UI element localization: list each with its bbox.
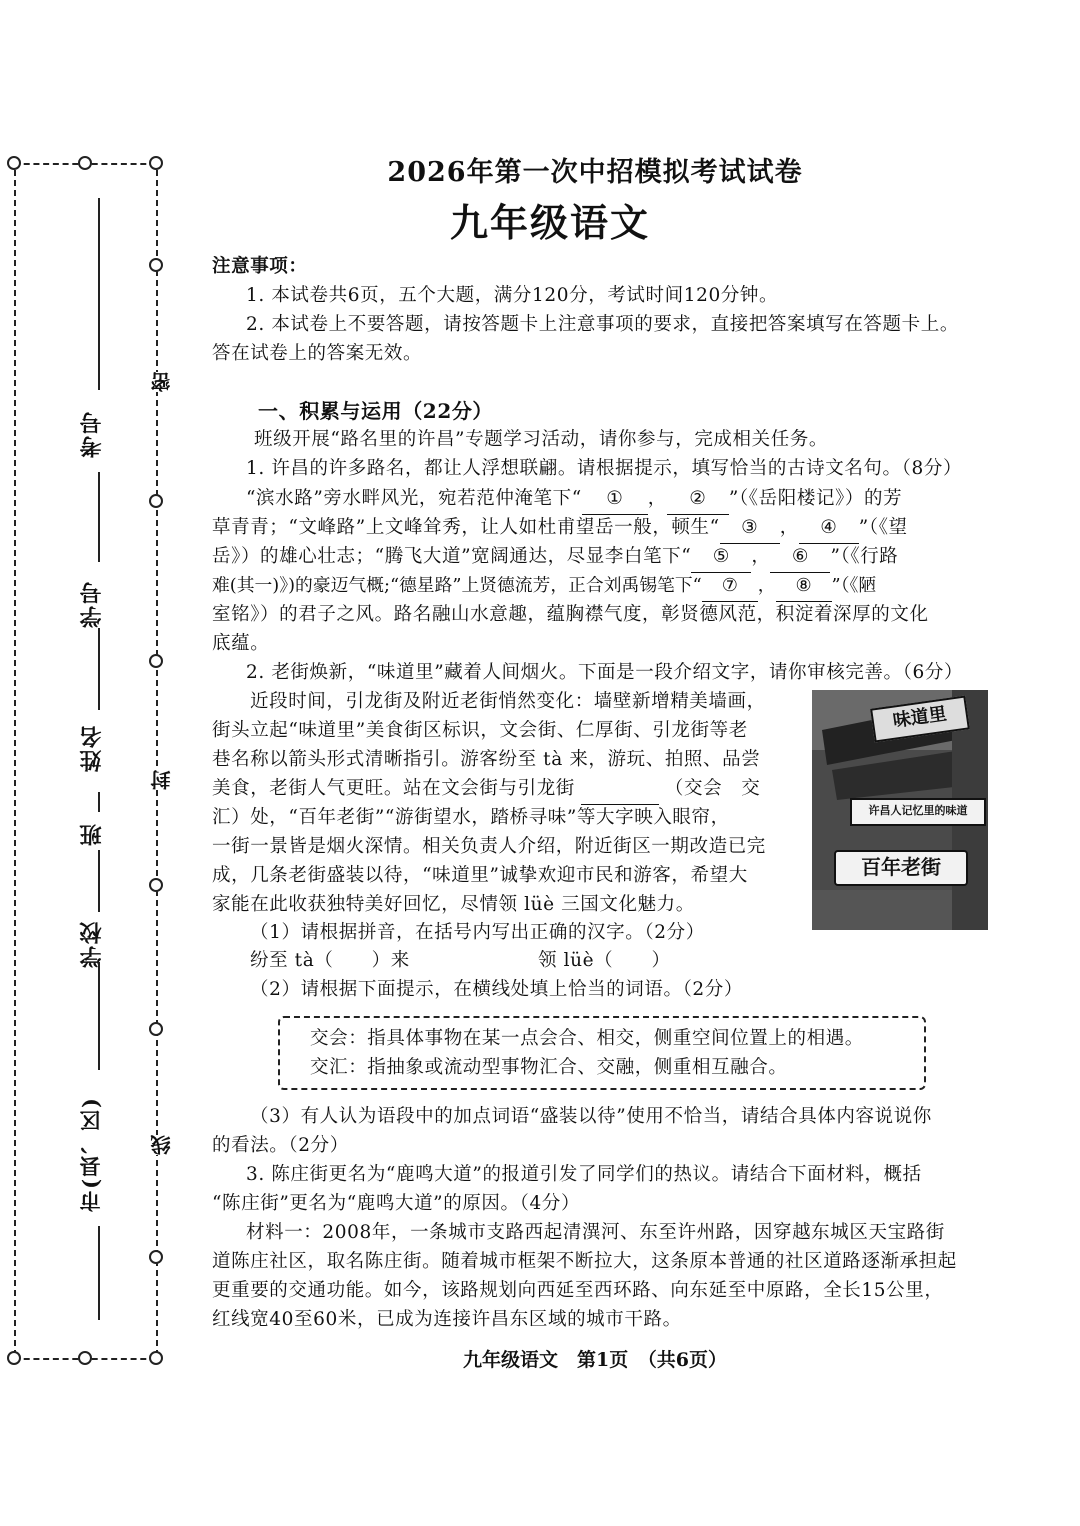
q2-sub3: （3）有人认为语段中的加点词语“盛装以待”使用不恰当，请结合具体内容说说你 xyxy=(250,1106,932,1127)
q2-sub1: （1）请根据拼音，在括号内写出正确的汉字。（2分） xyxy=(250,922,705,943)
binding-hole xyxy=(149,1022,163,1036)
notes-item-1: 1. 本试卷共6页，五个大题，满分120分，考试时间120分钟。 xyxy=(246,285,779,306)
q2-sub1-b: 领 lüè（ ） xyxy=(538,950,671,971)
q1-sep: ， xyxy=(779,517,799,538)
q2-passage-line: 家能在此收获独特美好回忆，尽情领 lüè 三国文化魅力。 xyxy=(212,894,695,915)
city-label: 市(县、区) xyxy=(78,1096,103,1212)
q3-material-line: 材料一：2008年，一条城市支路西起清潩河、东至许州路，因穿越东城区天宝路街 xyxy=(246,1222,945,1243)
q2-passage-line: 一街一景皆是烟火深情。相关负责人介绍，附近街区一期改造已完 xyxy=(212,836,766,857)
q1-text: ”（《望 xyxy=(858,517,908,538)
q1-line-1 xyxy=(246,484,902,515)
q2-prompt: 2. 老街焕新，“味道里”藏着人间烟火。下面是一段介绍文字，请你审核完善。（6分） xyxy=(246,662,964,683)
q1-text: ”（《行路 xyxy=(830,546,899,567)
student-id-line[interactable] xyxy=(98,472,100,562)
q3-prompt: 3. 陈庄街更名为“鹿鸣大道”的报道引发了同学们的热议。请结合下面材料，概括 xyxy=(246,1164,922,1185)
q1-text: ”（《岳阳楼记》）的芳 xyxy=(728,488,903,509)
cut-word-mi: 密 xyxy=(147,372,176,392)
street-sign-photo xyxy=(812,690,988,930)
q1-sep: ， xyxy=(751,546,771,567)
q2-passage-line xyxy=(212,774,760,805)
q1-text: “滨水路”旁水畔风光，宛若范仲淹笔下“ xyxy=(246,488,582,509)
q1-text: 岳》）的雄心壮志；“腾飞大道”宽阔通达，尽显李白笔下“ xyxy=(212,546,692,567)
q3-material-line: 红线宽40至60米，已成为连接许昌东区域的城市干路。 xyxy=(212,1309,682,1330)
q1-text: 草青青；“文峰路”上文峰耸秀，让人如杜甫望岳一般，顿生“ xyxy=(212,517,720,538)
q1-line-3 xyxy=(212,542,898,573)
q2-sub3-cont: 的看法。（2分） xyxy=(212,1135,349,1156)
q2-passage-line: 成，几条老街盛装以待，“味道里”诚挚欢迎市民和游客，希望大 xyxy=(212,865,748,886)
sign-bottom: 百年老街 xyxy=(834,850,968,886)
class-line[interactable] xyxy=(98,792,100,812)
exam-number-label: 考号 xyxy=(79,410,105,458)
q1-line-4 xyxy=(212,571,876,602)
binding-hole xyxy=(149,494,163,508)
blank-8[interactable]: ⑧ xyxy=(776,571,832,602)
notes-item-2: 2. 本试卷上不要答题，请按答题卡上注意事项的要求，直接把答案填写在答题卡上。 xyxy=(246,314,959,335)
q1-line-6: 底蕴。 xyxy=(212,633,270,654)
section-intro: 班级开展“路名里的许昌”专题学习活动，请你参与，完成相关任务。 xyxy=(254,429,829,450)
blank-6[interactable]: ⑥ xyxy=(770,542,830,573)
q3-prompt-cont: “陈庄街”更名为“鹿鸣大道”的原因。（4分） xyxy=(212,1193,581,1214)
sign-mid: 许昌人记忆里的味道 xyxy=(850,798,986,826)
cut-word-feng: 封 xyxy=(147,770,176,790)
city-line[interactable] xyxy=(98,962,100,1070)
q2-choice: （交会 交 xyxy=(664,778,761,799)
blank-5[interactable]: ⑤ xyxy=(691,542,751,573)
school-label: 学校 xyxy=(79,920,105,968)
binding-cut-line xyxy=(156,170,158,1356)
definition-line-2: 交汇：指抽象或流动型事物汇合、交融，侧重相互融合。 xyxy=(310,1057,788,1078)
section-heading: 一、积累与运用（22分） xyxy=(258,399,494,423)
q2-passage-line: 汇）处，“百年老街”“游街望水，踏桥寻味”等大字映入眼帘， xyxy=(212,807,730,828)
definition-line-1: 交会：指具体事物在某一点会合、相交，侧重空间位置上的相遇。 xyxy=(310,1028,864,1049)
blank-2[interactable]: ② xyxy=(667,484,729,515)
school-line[interactable] xyxy=(98,850,100,912)
q3-material-line: 道陈庄社区，取名陈庄街。随着城市框架不断拉大，这条原本普通的社区道路逐渐承担起 xyxy=(212,1251,957,1272)
binding-hole xyxy=(149,1250,163,1264)
class-label: 班 xyxy=(79,822,105,846)
q2-sub1-a: 纷至 tà（ ）来 xyxy=(250,950,410,971)
q1-text: 难(其一)》)的豪迈气概;“德星路”上贤德流芳，正合刘禹锡笔下“ xyxy=(212,575,702,596)
blank-4[interactable]: ④ xyxy=(799,513,859,544)
q2-text: 美食，老街人气更旺。站在文会街与引龙街 xyxy=(212,778,575,799)
page-footer: 九年级语文 第1页 （共6页） xyxy=(463,1349,727,1371)
name-label: 姓名 xyxy=(79,724,105,772)
q1-sep: ， xyxy=(757,575,776,596)
exam-title: 2026年第一次中招模拟考试试卷 xyxy=(387,157,803,188)
binding-hole xyxy=(149,878,163,892)
q1-line-2 xyxy=(212,513,908,544)
binding-hole xyxy=(149,654,163,668)
q1-sep: ， xyxy=(647,488,667,509)
binding-hole xyxy=(149,258,163,272)
q1-prompt: 1. 许昌的许多路名，都让人浮想联翩。请根据提示，填写恰当的古诗文名句。（8分） xyxy=(246,458,963,479)
blank-7[interactable]: ⑦ xyxy=(702,571,758,602)
city-line-lower[interactable] xyxy=(98,1226,100,1320)
student-id-label: 学号 xyxy=(79,580,105,628)
q1-line-5: 室铭》）的君子之风。路名融山水意趣，蕴胸襟气度，彰贤德风范，积淀着深厚的文化 xyxy=(212,604,929,625)
cut-word-xian: 线 xyxy=(147,1135,176,1155)
name-line[interactable] xyxy=(98,628,100,710)
choice-blank[interactable] xyxy=(581,774,659,805)
binding-left-line xyxy=(14,170,16,1356)
q2-passage-line: 近段时间，引龙街及附近老街悄然变化：墙壁新增精美墙画， xyxy=(250,691,766,712)
q1-text: ”（《陋 xyxy=(831,575,877,596)
blank-1[interactable]: ① xyxy=(582,484,648,515)
q3-material-line: 更重要的交通功能。如今，该路规划向西延至西环路、向东延至中原路，全长15公里， xyxy=(212,1280,944,1301)
notes-item-2-cont: 答在试卷上的答案无效。 xyxy=(212,343,423,364)
q2-passage-line: 街头立起“味道里”美食街区标识，文会街、仁厚街、引龙街等老 xyxy=(212,720,748,741)
q2-sub2: （2）请根据下面提示，在横线处填上恰当的词语。（2分） xyxy=(250,979,743,1000)
sign-top: 味道里 xyxy=(870,695,970,742)
notes-heading: 注意事项： xyxy=(212,256,308,277)
subject-title: 九年级语文 xyxy=(449,200,650,245)
blank-3[interactable]: ③ xyxy=(720,513,780,544)
q2-passage-line: 巷名称以箭头形式清晰指引。游客纷至 tà 来，游玩、拍照、品尝 xyxy=(212,749,761,770)
